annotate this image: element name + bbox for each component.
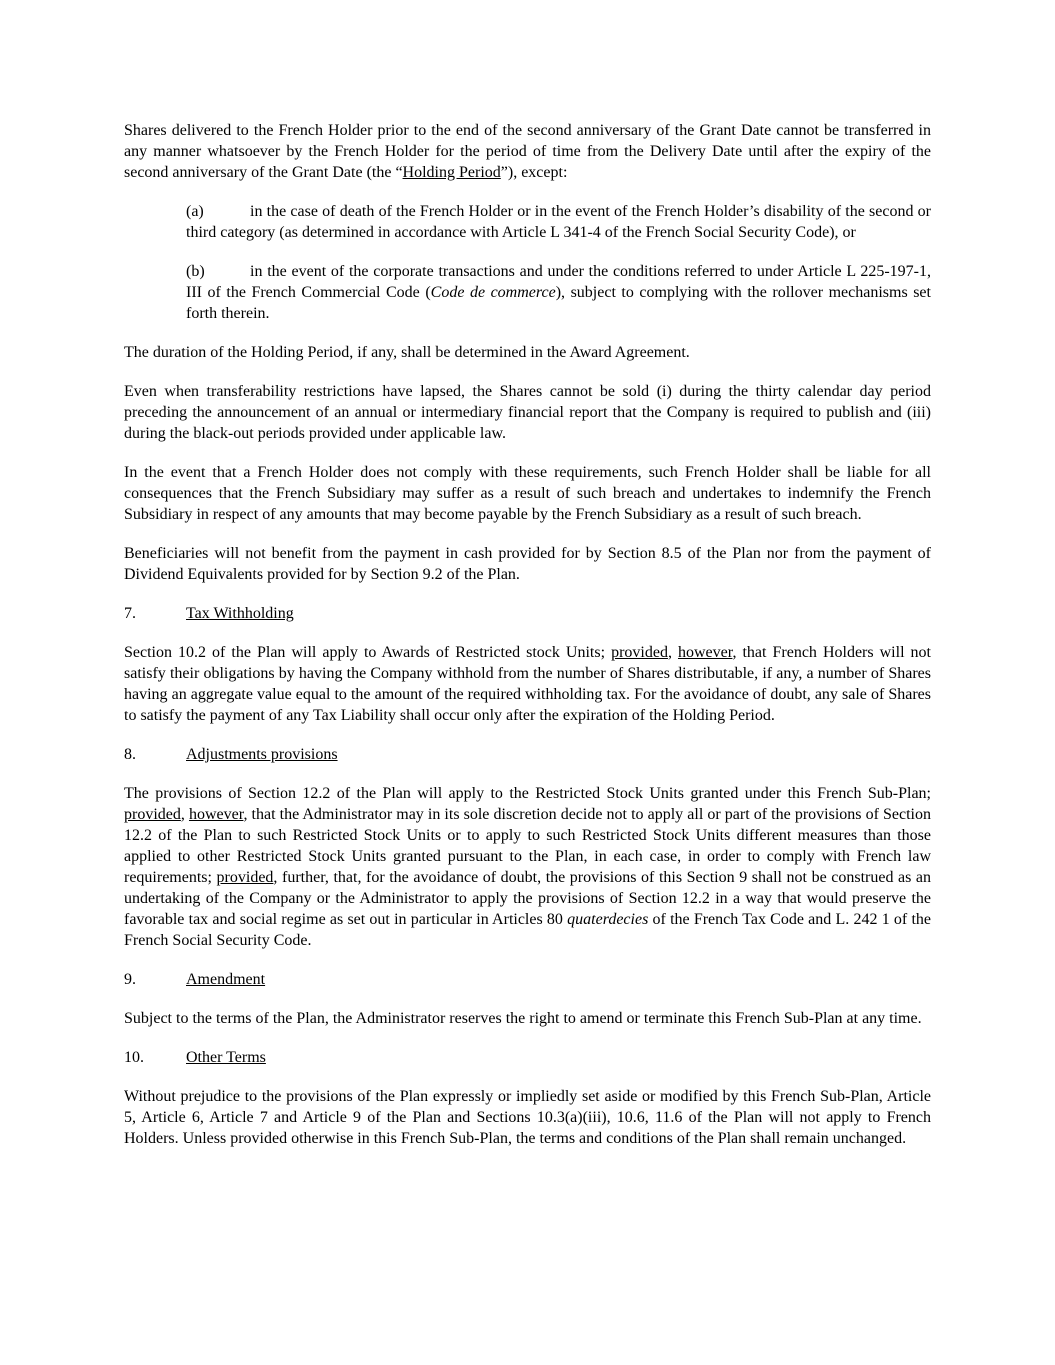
- text-run: ), subject to complying with the rollover mechanisms set forth therein.: [186, 284, 931, 322]
- item-marker: (a): [186, 203, 204, 220]
- underlined-run: provided: [124, 806, 181, 823]
- text-run: Without prejudice to the provisions of the Plan expressly or impliedly set aside or modified by this French Sub-Plan, Article 5, Article 6, Article 7 and Article 9 of the Plan and Sections 10.3(a)(iii), 10.6, 11.6 of the Plan will not apply to French Holders. Unless provided otherwise in this French Sub-Plan, the terms and conditions of the Plan shall remain unchanged.: [124, 1088, 931, 1147]
- paragraph-non-compliance: [124, 462, 931, 525]
- text-run: The duration of the Holding Period, if any, shall be determined in the Award Agreement.: [124, 344, 690, 361]
- heading-title: Adjustments provisions: [186, 746, 338, 763]
- paragraph-other-terms: [124, 1086, 931, 1149]
- italic-run: quaterdecies: [567, 911, 649, 928]
- heading-number: 7.: [124, 605, 136, 622]
- text-run: of the French Tax Code and L. 242 1 of the French Social Security Code.: [124, 911, 931, 949]
- section-heading-10: [124, 1047, 931, 1068]
- italic-run: Code de commerce: [430, 284, 556, 301]
- heading-number: 8.: [124, 746, 136, 763]
- list-item-b: [186, 261, 931, 324]
- item-marker: (b): [186, 263, 205, 280]
- section-heading-8: [124, 744, 931, 765]
- underlined-run: provided: [611, 644, 668, 661]
- paragraph-tax-withholding: [124, 642, 931, 726]
- heading-number: 10.: [124, 1049, 144, 1066]
- text-run: , that French Holders will not satisfy their obligations by having the Company withhold from the number of Shares distributable, if any, a number of Shares having an aggregate value equal to the amount of the required withholding tax. For the avoidance of doubt, any sale of Shares to satisfy the payment of any Tax Liability shall occur only after the expiration of the Holding Period.: [124, 644, 931, 724]
- paragraph-duration: [124, 342, 931, 363]
- text-run: Beneficiaries will not benefit from the payment in cash provided for by Section 8.5 of the Plan nor from the payment of Dividend Equivalents provided for by Section 9.2 of the Plan.: [124, 545, 931, 583]
- text-run: in the event of the corporate transactions and under the conditions referred to under Article L 225-197-1, III of the French Commercial Code (: [186, 263, 931, 301]
- section-heading-9: [124, 969, 931, 990]
- list-item-a: [186, 201, 931, 243]
- text-run: Even when transferability restrictions have lapsed, the Shares cannot be sold (i) during the thirty calendar day period preceding the announcement of an annual or intermediary financial report that the Company is required to publish and (iii) during the black-out periods provided under applicable law.: [124, 383, 931, 442]
- heading-title: Amendment: [186, 971, 266, 988]
- section-heading-7: [124, 603, 931, 624]
- paragraph-transferability: [124, 381, 931, 444]
- underlined-run: provided: [216, 869, 274, 886]
- underlined-run: Holding Period: [402, 164, 501, 181]
- text-run: ”), except:: [500, 164, 568, 181]
- heading-title: Other Terms: [186, 1049, 266, 1066]
- text-run: in the case of death of the French Holder or in the event of the French Holder’s disability of the second or third category (as determined in accordance with Article L 341-4 of the French Social Security Code), or: [186, 203, 931, 241]
- text-run: The provisions of Section 12.2 of the Plan will apply to the Restricted Stock Units granted under this French Sub-Plan;: [124, 785, 931, 802]
- text-run: ,: [180, 806, 189, 823]
- text-run: , further, that, for the avoidance of doubt, the provisions of this Section 9 shall not be construed as an undertaking of the Company or the Administrator to apply the provisions of Section 12.2 in a way that would preserve the favorable tax and social regime as set out in particular in Articles 80: [124, 869, 932, 928]
- underlined-run: however: [677, 644, 733, 661]
- heading-number: 9.: [124, 971, 136, 988]
- paragraph-amendment: [124, 1008, 931, 1029]
- paragraph-holding-period: [124, 120, 931, 183]
- text-run: , that the Administrator may in its sole discretion decide not to apply all or part of the provisions of Section 12.2 of the Plan to such Restricted Stock Units or to apply to such Restricted Stock Units different measures than those applied to other Restricted Stock Units granted pursuant to the Plan, in each case, in order to comply with French law requirements;: [124, 806, 932, 886]
- text-run: ,: [667, 644, 678, 661]
- paragraph-adjustments: [124, 783, 931, 951]
- heading-title: Tax Withholding: [186, 605, 294, 622]
- text-run: In the event that a French Holder does not comply with these requirements, such French Holder shall be liable for all consequences that the French Subsidiary may suffer as a result of such breach and undertakes to indemnify the French Subsidiary in respect of any amounts that may become payable by the French Subsidiary as a result of such breach.: [124, 464, 931, 523]
- text-run: Section 10.2 of the Plan will apply to Awards of Restricted stock Units;: [124, 644, 612, 661]
- underlined-run: however: [188, 806, 244, 823]
- text-run: Shares delivered to the French Holder prior to the end of the second anniversary of the Grant Date cannot be transferred in any manner whatsoever by the French Holder for the period of time from the Delivery Date until after the expiry of the second anniversary of the Grant Date (the “: [124, 122, 931, 181]
- text-run: Subject to the terms of the Plan, the Administrator reserves the right to amend or terminate this French Sub-Plan at any time.: [124, 1010, 922, 1027]
- paragraph-beneficiaries: [124, 543, 931, 585]
